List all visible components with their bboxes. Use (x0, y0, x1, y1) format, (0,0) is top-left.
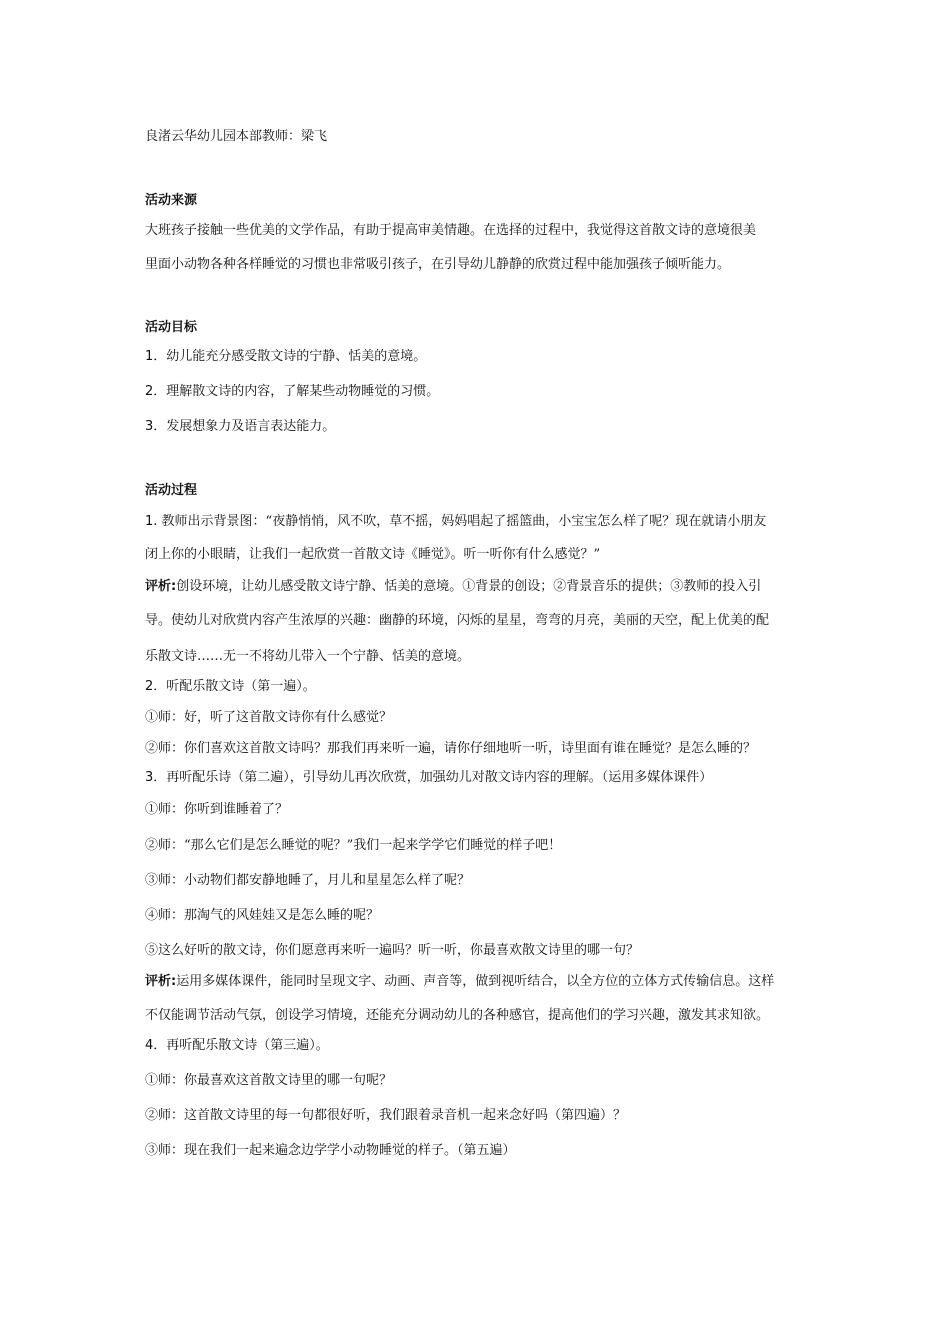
goals-heading: 活动目标 (145, 320, 198, 335)
step4-question: ②师：这首散文诗里的每一句都很好听，我们跟着录音机一起来念好吗（第四遍）？ (145, 1108, 627, 1123)
goal-text: 理解散文诗的内容，了解某些动物睡觉的习惯。 (166, 384, 440, 399)
author-line: 良渚云华幼儿园本部教师：梁飞 (145, 129, 328, 144)
step2-line (145, 678, 815, 696)
goal-item (145, 383, 815, 401)
comment-label: 评析: (145, 579, 177, 594)
step3-question: ②师：“那么它们是怎么睡觉的呢？”我们一起来学学它们睡觉的样子吧！ (145, 838, 562, 853)
goal-item (145, 418, 815, 436)
step4-text: 再听配乐散文诗（第三遍）。 (166, 1038, 329, 1053)
step4-question: ①师：你最喜欢这首散文诗里的哪一句呢？ (145, 1073, 393, 1088)
step3-question: ④师：那淘气的风娃娃又是怎么睡的呢？ (145, 908, 380, 923)
comment1-line (145, 578, 815, 596)
step3-question: ③师：小动物们都安静地睡了，月儿和星星怎么样了呢？ (145, 873, 471, 888)
step1-line (145, 513, 815, 531)
goal-text: 幼儿能充分感受散文诗的宁静、恬美的意境。 (166, 349, 427, 364)
comment2-line (145, 973, 815, 991)
step3-question: ⑤这么好听的散文诗，你们愿意再来听一遍吗？听一听，你最喜欢散文诗里的哪一句？ (145, 943, 640, 958)
step3-line (145, 769, 815, 787)
step3-question: ①师：你听到谁睡着了？ (145, 802, 289, 817)
step4-line (145, 1037, 815, 1055)
comment1-text: 创设环境，让幼儿感受散文诗宁静、恬美的意境。①背景的创设；②背景音乐的提供；③教师的投入引 (176, 579, 762, 594)
step2-question: ①师：好，听了这首散文诗你有什么感觉？ (145, 710, 393, 725)
source-paragraph-line: 大班孩子接触一些优美的文学作品，有助于提高审美情趣。在选择的过程中，我觉得这首散文诗的意境很美 (145, 223, 757, 238)
step-number: 1. (145, 514, 158, 529)
comment-label: 评析: (145, 974, 177, 989)
goal-item (145, 348, 815, 366)
goal-number: 3． (145, 419, 167, 434)
source-heading: 活动来源 (145, 193, 198, 208)
step1-text: 教师出示背景图：“夜静悄悄，风不吹，草不摇，妈妈唱起了摇篮曲，小宝宝怎么样了呢？现在就请小朋友 (161, 514, 767, 529)
source-paragraph-line: 里面小动物各种各样睡觉的习惯也非常吸引孩子，在引导幼儿静静的欣赏过程中能加强孩子倾听能力。 (145, 257, 731, 272)
step2-text: 听配乐散文诗（第一遍）。 (166, 679, 316, 694)
comment1-line: 导。使幼儿对欣赏内容产生浓厚的兴趣：幽静的环境，闪烁的星星，弯弯的月亮，美丽的天空，配上优美的配 (145, 613, 770, 628)
step2-question: ②师：你们喜欢这首散文诗吗？那我们再来听一遍，请你仔细地听一听，诗里面有谁在睡觉？是怎么睡的？ (145, 741, 757, 756)
goal-text: 发展想象力及语言表达能力。 (166, 419, 336, 434)
comment1-line: 乐散文诗……无一不将幼儿带入一个宁静、恬美的意境。 (145, 649, 471, 664)
step3-text: 再听配乐诗（第二遍），引导幼儿再次欣赏，加强幼儿对散文诗内容的理解。（运用多媒体课件） (166, 770, 713, 785)
process-heading: 活动过程 (145, 483, 198, 498)
comment2-text: 运用多媒体课件，能同时呈现文字、动画、声音等，做到视听结合，以全方位的立体方式传输信息。这样 (176, 974, 775, 989)
step1-line: 闭上你的小眼睛，让我们一起欣赏一首散文诗《睡觉》。听一听你有什么感觉？” (145, 547, 601, 562)
step-number: 2． (145, 679, 167, 694)
step4-question: ③师：现在我们一起来遍念边学学小动物睡觉的样子。（第五遍） (145, 1143, 516, 1158)
step-number: 3． (145, 770, 167, 785)
goal-number: 1． (145, 349, 167, 364)
comment2-line: 不仅能调节活动气氛，创设学习情境，还能充分调动幼儿的各种感官，提高他们的学习兴趣，激发其求知欲。 (145, 1008, 770, 1023)
step-number: 4． (145, 1038, 167, 1053)
goal-number: 2． (145, 384, 167, 399)
